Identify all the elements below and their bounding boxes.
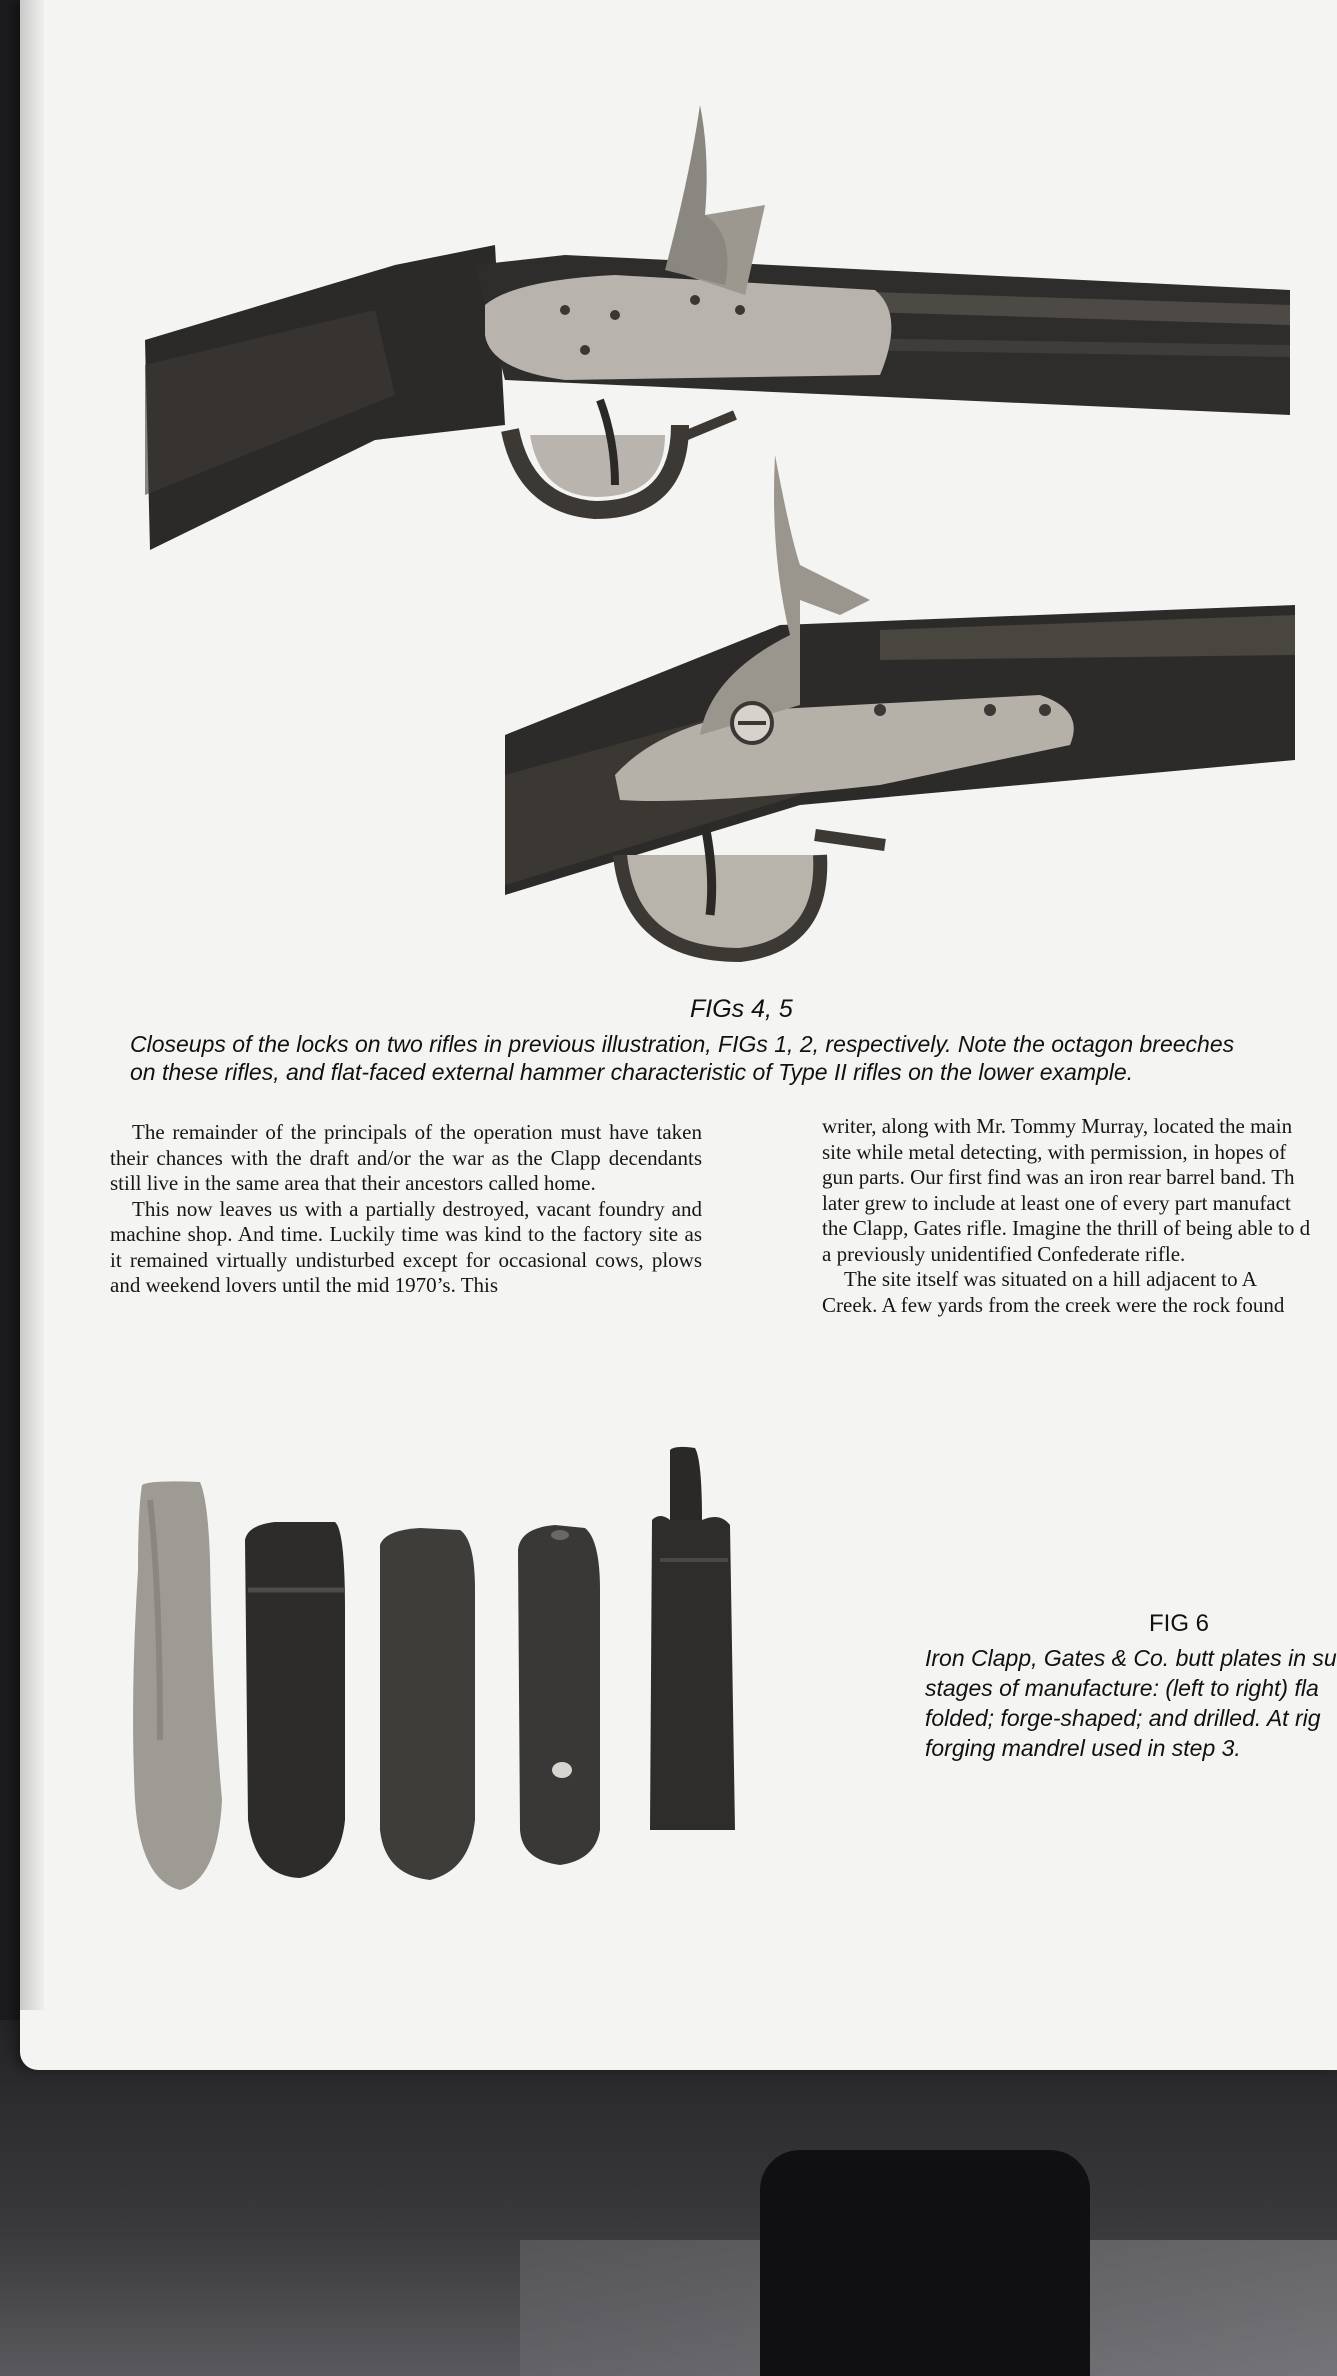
- paragraph: This now leaves us with a partially destroyed, vacant foundry and machine shop. And time. Luckily time was kind to the factory site as it remained virtually undisturbed except for occasional cows, plows and weekend lovers until the mid 1970’s. This: [110, 1196, 702, 1297]
- dark-object: [760, 2150, 1090, 2376]
- body-text-left: [110, 1120, 702, 1299]
- text-line: the Clapp, Gates rifle. Imagine the thrill of being able to d: [822, 1216, 1311, 1240]
- text-line: The site itself was situated on a hill adjacent to A: [844, 1267, 1257, 1291]
- page-gutter: [20, 0, 44, 2010]
- butt-plates-photo: [130, 1440, 790, 1900]
- figure-4-5-caption-line: Closeups of the locks on two rifles in previous illustration, FIGs 1, 2, respectively. Note the octagon breeches: [130, 1031, 1235, 1057]
- rifle-photo-lower: [500, 455, 1300, 965]
- text-line: writer, along with Mr. Tommy Murray, located the main: [822, 1114, 1293, 1138]
- figure-6-caption-line: forging mandrel used in step 3.: [925, 1735, 1241, 1761]
- figure-6-caption-line: Iron Clapp, Gates & Co. butt plates in su: [925, 1645, 1337, 1671]
- figure-6-caption: [925, 1643, 1337, 1763]
- text-line: later grew to include at least one of every part manufact: [822, 1190, 1291, 1215]
- text-line: gun parts. Our first find was an iron rear barrel band. Th: [822, 1165, 1295, 1189]
- figure-4-5-caption-line: on these rifles, and flat-faced external hammer characteristic of Type II rifles on the lower example.: [130, 1059, 1134, 1085]
- figure-6-caption-line: stages of manufacture: (left to right) fla: [925, 1675, 1319, 1701]
- paragraph: The remainder of the principals of the operation must have taken their chances with the draft and/or the war as the Clapp decendants still live in the same area that their ancestors called home.: [110, 1120, 702, 1195]
- figure-6-caption-line: folded; forge-shaped; and drilled. At rig: [925, 1705, 1321, 1731]
- text-line: site while metal detecting, with permission, in hopes of: [822, 1139, 1287, 1164]
- text-line: Creek. A few yards from the creek were the rock found: [822, 1292, 1285, 1317]
- text-line: a previously unidentified Confederate rifle.: [822, 1241, 1186, 1266]
- body-text-right: [822, 1114, 1337, 1318]
- figure-4-5-title: FIGs 4, 5: [690, 995, 793, 1023]
- figure-4-5-caption: [130, 1030, 1330, 1086]
- figure-6-title: FIG 6: [1149, 1610, 1210, 1637]
